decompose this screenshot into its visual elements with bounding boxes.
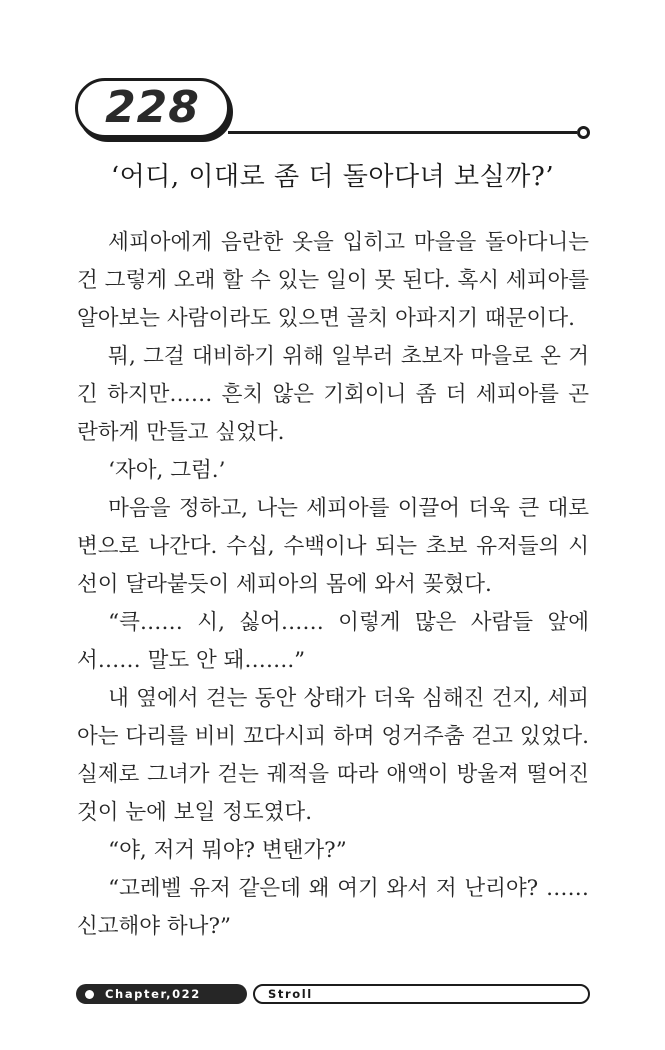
page-number: 228 bbox=[105, 81, 200, 133]
paragraph: ‘자아, 그럼.’ bbox=[108, 458, 226, 483]
footer-section-label: Stroll bbox=[268, 987, 313, 1001]
paragraph: “야, 저거 뭐야? 변탠가?” bbox=[108, 838, 347, 863]
paragraph: “큭…… 시, 싫어…… 이렇게 많은 사람들 앞에서…… 말도 안 돼…….” bbox=[77, 610, 589, 673]
paragraph: 세피아에게 음란한 옷을 입히고 마을을 돌아다니는 건 그렇게 오래 할 수 있는 일이 못 된다. 혹시 세피아를 알아보는 사람이라도 있으면 골치 아파지기 때문이다. bbox=[77, 230, 589, 331]
paragraph: 뭐, 그걸 대비하기 위해 일부러 초보자 마을로 온 거긴 하지만…… 흔치 않은 기회이니 좀 더 세피아를 곤란하게 만들고 싶었다. bbox=[77, 344, 589, 445]
footer-section-badge bbox=[253, 984, 590, 1004]
page-number-badge bbox=[75, 78, 230, 138]
paragraph: “고레벨 유저 같은데 왜 여기 와서 저 난리야? ……신고해야 하나?” bbox=[77, 876, 589, 939]
body-text bbox=[77, 224, 589, 946]
section-quote: ‘어디, 이대로 좀 더 돌아다녀 보실까?’ bbox=[110, 162, 555, 192]
header-rule-end-circle-icon bbox=[577, 126, 590, 139]
bullet-dot-icon bbox=[85, 990, 94, 999]
paragraph: 내 옆에서 걷는 동안 상태가 더욱 심해진 건지, 세피아는 다리를 비비 꼬다시피 하며 엉거주춤 걷고 있었다. 실제로 그녀가 걷는 궤적을 따라 애액이 방울져 떨어진 것이 눈에 보일 정도였다. bbox=[77, 686, 589, 825]
footer-chapter-label: Chapter,022 bbox=[105, 987, 201, 1001]
footer-chapter-badge bbox=[76, 984, 247, 1004]
header-rule bbox=[228, 131, 577, 134]
paragraph: 마음을 정하고, 나는 세피아를 이끌어 더욱 큰 대로변으로 나간다. 수십, 수백이나 되는 초보 유저들의 시선이 달라붙듯이 세피아의 몸에 와서 꽂혔다. bbox=[77, 496, 589, 597]
